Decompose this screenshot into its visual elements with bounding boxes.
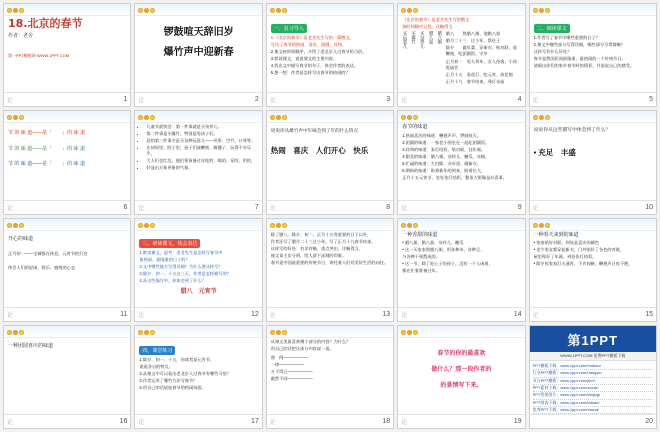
slide-canvas bbox=[135, 326, 261, 414]
body-line: • 老少男女都穿起新衣，门外贴好了各色的对联， bbox=[533, 246, 625, 252]
body-line: 写出了春节的热闹、喜庆、团圆、祥和。 bbox=[270, 42, 347, 48]
body-line: 屋里贴好了年画，到处张灯结彩。 bbox=[533, 253, 597, 259]
slide-footer bbox=[267, 307, 393, 321]
body-line: 都在忙着准备过年。 bbox=[402, 268, 440, 274]
body-line: 4.用自己的话说说春节的热闹场面。 bbox=[139, 385, 206, 391]
body-line: 使文章主次分明，给人留下深刻的印象。 bbox=[270, 252, 347, 258]
slide-canvas bbox=[398, 326, 524, 414]
blank-line: 一律—————— bbox=[270, 362, 305, 368]
body-line: • 除夕夜家家灯火通宵，不许间断，鞭炮声日夜不绝。 bbox=[533, 261, 633, 267]
slide-footer bbox=[4, 307, 130, 321]
slide-canvas bbox=[4, 219, 130, 307]
slide-footer bbox=[530, 92, 656, 106]
slide-number: 12 bbox=[251, 310, 259, 318]
slide-thumbnail-20[interactable] bbox=[529, 325, 657, 429]
slide-content bbox=[267, 219, 393, 307]
body-line: 体会人们的轻闲、娱乐、愉悦的心态 bbox=[8, 264, 76, 270]
body-line: 1.热闹喜庆的味道：鞭炮声声，锣鼓喧天。 bbox=[402, 132, 482, 138]
slide-content bbox=[267, 4, 393, 92]
slide-number: 13 bbox=[382, 310, 391, 318]
fill-blank-line: 节 的 味 道——是「 」的 味 道 bbox=[8, 145, 85, 152]
slide-number: 9 bbox=[517, 203, 522, 211]
slide-canvas bbox=[530, 4, 656, 92]
question-line: 说说你从这些描写中体会到了什么？ bbox=[533, 128, 611, 134]
bullet-list bbox=[139, 124, 257, 171]
slide-canvas bbox=[398, 111, 524, 199]
slide-canvas bbox=[135, 4, 261, 92]
vertical-term: 腊八蒜 bbox=[429, 31, 435, 45]
note-line: 春节的你的最喜欢 bbox=[437, 350, 486, 357]
blank-line: 截然不同—————— bbox=[270, 376, 313, 382]
body-line: 腊八 熬腊八粥、泡腊八蒜 bbox=[445, 31, 501, 37]
body-line: 4.找出文中描写春节的句子，体会作者的表达。 bbox=[270, 63, 359, 69]
body-line: • 腊八粥、腊八蒜、杂拌儿、糖瓜 bbox=[402, 239, 464, 245]
section-header: 《北京的春节》是老舍先生写的散文 bbox=[402, 17, 470, 22]
slide-thumbnail-12[interactable] bbox=[134, 218, 262, 322]
slide-thumbnail-11[interactable] bbox=[3, 218, 131, 322]
slide-thumbnail-10[interactable] bbox=[529, 110, 657, 214]
section-header: 二、细读课文 bbox=[534, 24, 570, 33]
body-line: 春节是我国民间最隆重、最热闹的一个传统节日。 bbox=[533, 56, 626, 62]
slide-canvas bbox=[267, 219, 393, 307]
author-label: 作者：老舍 bbox=[8, 33, 34, 40]
section-header: 一种春天来到的味道 bbox=[533, 231, 579, 238]
blank-line: 万不得已—————— bbox=[270, 369, 313, 375]
body-line: • 这一节，除了吃心子的孩子，没有一个人闲着， bbox=[402, 261, 493, 267]
list-item: • 好显出万象更新的气象。 bbox=[146, 165, 257, 171]
slide-content bbox=[4, 111, 130, 199]
slide-number: 17 bbox=[251, 418, 259, 425]
slide-footer bbox=[4, 414, 130, 428]
vertical-term: 买爆竹 bbox=[411, 31, 417, 45]
slide-thumbnail-8[interactable] bbox=[266, 110, 394, 214]
slide-number: 1 bbox=[123, 96, 128, 104]
slide-canvas bbox=[530, 219, 656, 307]
section-header: 四、课堂练习 bbox=[139, 346, 175, 355]
link-item[interactable]: 节日PPT模板：www.1ppt.com/jieri/ bbox=[533, 378, 653, 385]
slide-thumbnail-19[interactable] bbox=[397, 325, 525, 429]
body-line: 2.团圆的味道：一家老小围坐在一起吃团圆饭。 bbox=[402, 139, 490, 145]
slide-content bbox=[398, 326, 524, 414]
slide-stamp: 论 bbox=[7, 312, 14, 319]
body-line: 1.除夕、初一、十五，你或者是元宵节， bbox=[139, 356, 215, 362]
link-item[interactable]: 优秀PPT下载：www.1ppt.com/xiazai/ bbox=[533, 407, 653, 414]
body-line: 3.默读课文，说说课文的主要内容。 bbox=[270, 56, 338, 62]
slide-footer bbox=[267, 414, 393, 428]
slide-content bbox=[4, 326, 130, 414]
slide-footer bbox=[398, 414, 524, 428]
slide-footer bbox=[135, 414, 261, 428]
body-line: 除了腊八、除夕、初一、正月十五等重要的日子以外， bbox=[270, 231, 372, 237]
slide-canvas bbox=[4, 4, 130, 92]
body-line: • 家家贴好对联，到处是喜庆的颜色 bbox=[533, 239, 600, 245]
blank-line: 照 例—————— bbox=[270, 354, 309, 360]
section-subheader: 按时间顺序记叙，详略得当 bbox=[402, 24, 453, 30]
body-line: 3.作者运用了哪些方法写春节？ bbox=[139, 378, 198, 384]
list-item: • 第二件事是买爆竹，特别是男孩子们。 bbox=[146, 131, 257, 137]
note-line: 的景情写下来。 bbox=[440, 383, 483, 390]
slide-thumbnail-13[interactable] bbox=[266, 218, 394, 322]
slide-number: 20 bbox=[645, 418, 653, 425]
poem-line-1: 锣鼓喧天辞旧岁 bbox=[163, 27, 234, 38]
slide-footer bbox=[4, 92, 130, 106]
slide-footer bbox=[4, 200, 130, 214]
section-header: 春节的味道 bbox=[402, 124, 428, 131]
slide-canvas bbox=[135, 219, 261, 307]
section-header: 一种团圆喜庆的味道 bbox=[8, 342, 54, 349]
slide-stamp: 论 bbox=[138, 420, 145, 426]
slide-stamp: 论 bbox=[138, 205, 145, 212]
poem-line-2: 爆竹声中迎新春 bbox=[163, 47, 234, 58]
list-item: • 大人们也忙乱，他们须预备过年吃的、喝的、穿的、用的， bbox=[146, 158, 257, 164]
body-line: 作者还写了腊月二十三过小年，写了正月十九春节结束。 bbox=[270, 238, 376, 244]
body-line: 2.文中哪些地方写得详细？为什么要这样写？ bbox=[139, 263, 223, 269]
link-item[interactable]: PPT背景图片：www.1ppt.com/beijing/ bbox=[533, 392, 653, 399]
body-line: 5.想一想：作者是怎样写出春节的热闹的？ bbox=[270, 70, 350, 76]
slide-stamp: 论 bbox=[532, 98, 540, 105]
slide-content bbox=[530, 219, 656, 307]
body-line: • 这一天家家熬腊八粥，用各种米、各种豆、 bbox=[402, 246, 485, 252]
link-item[interactable]: 行业PPT模板：www.1ppt.com/hangye/ bbox=[533, 370, 653, 377]
section-header: 一、复习导入 bbox=[271, 24, 307, 33]
slide-stamp: 论 bbox=[269, 98, 277, 105]
fill-blank-line: 节 的 味 道——是「 」的 味 道 bbox=[8, 160, 85, 167]
body-line: 从课文里最喜欢哪个部分的内容？为什么？ bbox=[270, 338, 351, 344]
slide-stamp: 论 bbox=[532, 312, 540, 319]
slide-content bbox=[4, 219, 130, 307]
body-line: 2.课文按时间顺序，介绍了老北京人过春节的习俗。 bbox=[270, 49, 367, 55]
slide-footer bbox=[530, 414, 656, 428]
slide-stamp: 论 bbox=[401, 312, 408, 319]
body-line: 3.除夕、初一、十五这三天，作者是怎样描写的？ bbox=[139, 270, 231, 276]
brand-logo: 第1PPT bbox=[530, 326, 656, 352]
slide-number: 3 bbox=[386, 96, 391, 104]
body-line: 说说各自的特点。 bbox=[139, 363, 173, 369]
slide-footer bbox=[398, 307, 524, 321]
slide-number: 11 bbox=[120, 310, 128, 318]
slide-thumbnail-17[interactable] bbox=[134, 325, 262, 429]
vertical-term: 买玩意儿 bbox=[402, 31, 408, 49]
body-line: 这样写的好处：有详有略，重点突出，详略得当， bbox=[270, 245, 363, 251]
slide-thumbnail-14[interactable] bbox=[397, 218, 525, 322]
body-line: 5.忙碌的味道：大扫除、办年货、做新衣。 bbox=[402, 160, 482, 166]
slide-stamp: 论 bbox=[401, 98, 408, 105]
slide-canvas bbox=[530, 111, 656, 199]
slide-content bbox=[4, 4, 130, 92]
question-line: 说说你从爆竹声中年味会到了年的什么特点 bbox=[270, 128, 359, 134]
slide-content bbox=[135, 219, 261, 307]
slide-canvas bbox=[267, 326, 393, 414]
body-line: 请画出你们的家乡春节时的情景，并说说自己的感受。 bbox=[533, 63, 635, 69]
slide-stamp: 论 bbox=[7, 420, 14, 426]
section-header: 开心的味道 bbox=[8, 235, 34, 242]
slide-footer bbox=[530, 307, 656, 321]
slide-thumbnail-1[interactable] bbox=[3, 3, 131, 107]
body-line: 正月初一——全城都在休息，元宵节的灯会 bbox=[8, 250, 88, 256]
body-line: 正月十九 春节结束，残灯末庙 bbox=[445, 78, 505, 84]
slide-thumbnail-16[interactable] bbox=[3, 325, 131, 429]
list-item: • 儿童节最快活：第一件事就是买杂拌儿。 bbox=[146, 124, 257, 130]
body-line: 6.期盼的味道：盼着新年的到来，盼着长大。 bbox=[402, 167, 486, 173]
slide-thumbnail-2[interactable] bbox=[134, 3, 262, 107]
body-line: 春节是中国最重要的传统节日，寄托着人们对美好生活的向往。 bbox=[270, 259, 389, 265]
slide-thumbnail-6[interactable] bbox=[3, 110, 131, 214]
slide-number: 19 bbox=[513, 418, 522, 425]
slide-content bbox=[398, 4, 524, 92]
slide-content bbox=[267, 111, 393, 199]
list-item: • 恐怕第三件事才是买各种玩意儿——风筝、空竹、口琴等。 bbox=[146, 138, 257, 144]
slide-canvas bbox=[398, 4, 524, 92]
source-url: 第一PPT模板网 WWW.1PPT.COM bbox=[8, 53, 70, 59]
vertical-term: 买杂拌儿 bbox=[420, 31, 426, 49]
section-header: 三、研读课文，体会表达 bbox=[139, 239, 200, 248]
body-line: 正月初一 男人拜年、女人待客、小孩逛庙会 bbox=[445, 58, 517, 70]
slide-thumbnail-5[interactable] bbox=[529, 3, 657, 107]
body-line: 最热闹、最隆重的日子的？ bbox=[139, 256, 190, 262]
body-line: 3.祥和的味道：张灯结彩，贴对联，挂年画。 bbox=[402, 146, 486, 152]
link-item[interactable]: PPT图表下载：www.1ppt.com/tubiao/ bbox=[533, 400, 653, 407]
slide-number: 5 bbox=[649, 96, 653, 104]
slide-stamp: 论 bbox=[269, 312, 277, 319]
slide-stamp: 论 bbox=[138, 98, 145, 105]
slide-thumbnail-3[interactable] bbox=[266, 3, 394, 107]
slide-stamp: 论 bbox=[7, 98, 14, 105]
body-line: 2.从课文中可以看出老北京人过春节有哪些习俗？ bbox=[139, 370, 231, 376]
fill-blank-line: 节 的 味 道——是「 」的 味 道 bbox=[8, 130, 85, 137]
slide-footer bbox=[530, 200, 656, 214]
body-line: 用自己的话把这部分内容说一说。 bbox=[270, 345, 334, 351]
slide-content bbox=[398, 111, 524, 199]
body-line: 1.《北京的春节》是老舍先生写的一篇散文， bbox=[270, 35, 354, 40]
slide-content bbox=[135, 4, 261, 92]
body-line: 4.从这些描写中，你体会到了什么？ bbox=[139, 277, 206, 283]
slide-number: 16 bbox=[119, 418, 128, 425]
body-line: 正月十五元宵节，处处张灯结彩，整条大街像是办喜事。 bbox=[402, 175, 507, 181]
slide-content bbox=[135, 326, 261, 414]
body-line: 与各种干果熬成的。 bbox=[402, 253, 440, 259]
body-line: 1.作者写了春节中哪些重要的日子？ bbox=[533, 35, 600, 40]
slide-canvas bbox=[530, 326, 656, 414]
slide-number: 8 bbox=[386, 203, 391, 211]
slide-footer bbox=[135, 200, 261, 214]
slide-footer bbox=[398, 200, 524, 214]
slide-stamp: 论 bbox=[138, 312, 145, 319]
body-line: 正月十五 看花灯、吃元宵、放花炮 bbox=[445, 71, 513, 77]
link-item[interactable]: PPT模板下载：www.1ppt.com/moban/ bbox=[533, 363, 653, 370]
body-line: 2.课文中哪些部分写得详细，哪些部分写得简略？ bbox=[533, 42, 626, 48]
slide-stamp: 论 bbox=[401, 205, 408, 212]
vertical-term: 腊八粥 bbox=[437, 31, 443, 45]
answer-line: 热闹 喜庆 人们开心 快乐 bbox=[270, 145, 369, 155]
body-line: 除夕 做年菜、穿新衣、贴对联、放鞭炮、吃团圆饭、守岁 bbox=[445, 45, 517, 57]
slide-canvas bbox=[135, 111, 261, 199]
slide-thumbnail-18[interactable] bbox=[266, 325, 394, 429]
answer-line: • 充足 丰盛 bbox=[533, 148, 576, 158]
slide-stamp: 论 bbox=[269, 205, 277, 212]
slide-thumbnail-15[interactable] bbox=[529, 218, 657, 322]
slide-thumbnail-4[interactable] bbox=[397, 3, 525, 107]
slide-number: 4 bbox=[517, 96, 522, 104]
slide-content bbox=[398, 219, 524, 307]
slide-footer bbox=[267, 92, 393, 106]
slide-footer bbox=[135, 92, 261, 106]
slide-stamp: 论 bbox=[7, 205, 14, 212]
slide-content bbox=[530, 4, 656, 92]
vertical-term-list bbox=[402, 31, 443, 86]
slide-number: 2 bbox=[254, 96, 259, 104]
slide-thumbnail-7[interactable] bbox=[134, 110, 262, 214]
slide-content bbox=[530, 111, 656, 199]
body-line: 1.默读课文，思考：老舍先生是怎样写春节中 bbox=[139, 249, 223, 255]
slide-canvas bbox=[267, 4, 393, 92]
body-line: 腊月二十三 过小年、祭灶王 bbox=[445, 38, 501, 44]
slide-number: 18 bbox=[382, 418, 391, 425]
slide-stamp: 论 bbox=[532, 205, 540, 212]
slide-canvas bbox=[4, 326, 130, 414]
slide-stamp: 论 bbox=[401, 420, 408, 426]
slide-number: 7 bbox=[254, 203, 259, 211]
page-title: 18.北京的春节 bbox=[8, 17, 83, 30]
slide-thumbnail-9[interactable] bbox=[397, 110, 525, 214]
slide-canvas bbox=[398, 219, 524, 307]
list-item: • 在胡同里、院子里，孩子们放鞭炮、踢毽子、玩得不亦乐乎。 bbox=[146, 145, 257, 158]
brand-subtitle: WWW.1PPT.COM 免费PPT模板下载 bbox=[530, 352, 656, 361]
slide-number: 6 bbox=[123, 203, 128, 211]
slide-stamp: 论 bbox=[269, 420, 277, 426]
slide-number: 15 bbox=[645, 310, 653, 318]
slide-canvas bbox=[4, 111, 130, 199]
slide-footer bbox=[398, 92, 524, 106]
note-line: 做什么？那一段作者的 bbox=[431, 366, 492, 373]
slide-number: 14 bbox=[513, 310, 522, 318]
body-line: 4.甜美的味道：腊八粥、杂拌儿、糖瓜、年糕。 bbox=[402, 153, 490, 159]
slide-footer bbox=[267, 200, 393, 214]
body-line: 这样写有什么好处？ bbox=[533, 49, 572, 55]
link-item[interactable]: PPT素材下载：www.1ppt.com/sucai/ bbox=[533, 385, 653, 392]
slide-canvas bbox=[267, 111, 393, 199]
slide-footer bbox=[135, 307, 261, 321]
section-header: 一种香甜的味道 bbox=[402, 231, 438, 238]
slide-content bbox=[267, 326, 393, 414]
answer-line: 腊八 元宵节 bbox=[180, 288, 217, 295]
slide-number: 10 bbox=[645, 203, 653, 211]
slide-content bbox=[135, 111, 261, 199]
